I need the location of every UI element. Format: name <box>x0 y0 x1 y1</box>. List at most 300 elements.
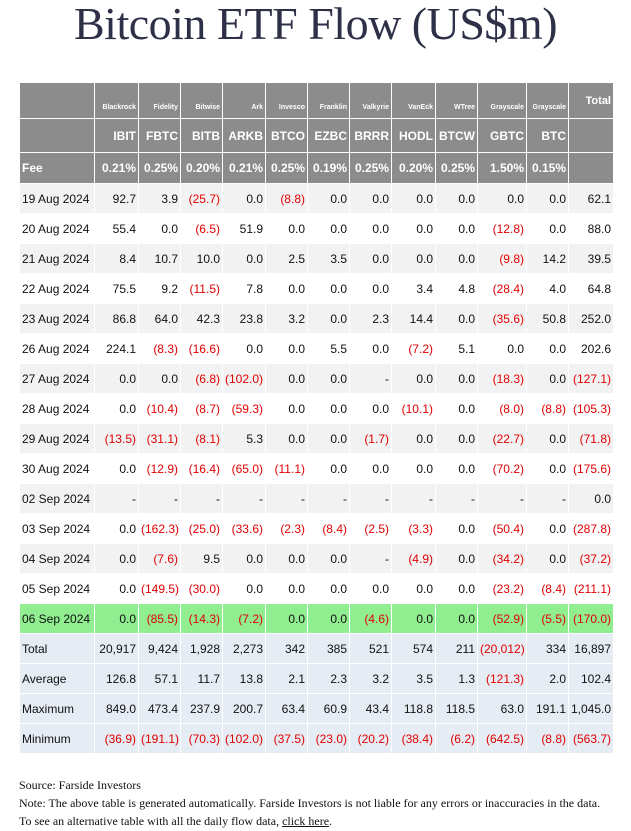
summary-value-cell: 211 <box>436 634 478 664</box>
flow-cell: - <box>350 484 392 514</box>
row-total-cell: 252.0 <box>569 304 614 334</box>
flow-cell: 0.0 <box>436 574 478 604</box>
row-total-cell: (37.2) <box>569 544 614 574</box>
row-total-cell: (211.1) <box>569 574 614 604</box>
ticker-header-cell: ARKB <box>223 119 266 153</box>
flow-cell: 0.0 <box>266 604 308 634</box>
row-total-cell: 202.6 <box>569 334 614 364</box>
summary-value-cell: (642.5) <box>478 724 527 754</box>
flow-cell: 0.0 <box>308 454 350 484</box>
flow-cell: 3.4 <box>392 274 436 304</box>
flow-cell: 0.0 <box>308 394 350 424</box>
flow-cell: (11.5) <box>181 274 223 304</box>
flow-cell: - <box>350 544 392 574</box>
flow-cell: 0.0 <box>266 334 308 364</box>
issuer-header-cell: Bitwise <box>181 83 223 119</box>
row-total-cell: 0.0 <box>569 484 614 514</box>
disclaimer-note <box>19 794 614 830</box>
flow-cell: 0.0 <box>436 454 478 484</box>
date-cell: 03 Sep 2024 <box>20 514 95 544</box>
flow-cell: - <box>308 484 350 514</box>
summary-value-cell: 521 <box>350 634 392 664</box>
flow-cell: - <box>527 484 569 514</box>
summary-value-cell: 63.4 <box>266 694 308 724</box>
flow-cell: 0.0 <box>392 424 436 454</box>
summary-value-cell: 43.4 <box>350 694 392 724</box>
issuer-header-cell: Ark <box>223 83 266 119</box>
ticker-header-cell: BTC <box>527 119 569 153</box>
date-cell: 21 Aug 2024 <box>20 244 95 274</box>
flow-cell: 0.0 <box>436 214 478 244</box>
ticker-header-cell: HODL <box>392 119 436 153</box>
summary-value-cell: 9,424 <box>139 634 181 664</box>
summary-value-cell: 2,273 <box>223 634 266 664</box>
flow-cell: (12.9) <box>139 454 181 484</box>
flow-cell: 64.0 <box>139 304 181 334</box>
summary-value-cell: (20,012) <box>478 634 527 664</box>
flow-cell: (3.3) <box>392 514 436 544</box>
issuer-header-row <box>20 83 614 119</box>
flow-cell: 0.0 <box>392 214 436 244</box>
flow-cell: 4.0 <box>527 274 569 304</box>
flow-cell: (8.3) <box>139 334 181 364</box>
date-cell: 30 Aug 2024 <box>20 454 95 484</box>
flow-cell: 0.0 <box>308 604 350 634</box>
flow-cell: (102.0) <box>223 364 266 394</box>
flow-cell: 0.0 <box>95 604 139 634</box>
alternative-table-link[interactable]: click here <box>282 814 330 828</box>
flow-cell: (1.7) <box>350 424 392 454</box>
flow-cell: (23.2) <box>478 574 527 604</box>
flow-cell: (4.9) <box>392 544 436 574</box>
flow-cell: 5.5 <box>308 334 350 364</box>
flow-cell: 0.0 <box>223 184 266 214</box>
issuer-header-cell: VanEck <box>392 83 436 119</box>
flow-cell: 0.0 <box>95 574 139 604</box>
row-total-cell: 62.1 <box>569 184 614 214</box>
summary-value-cell: 342 <box>266 634 308 664</box>
row-total-cell: 64.8 <box>569 274 614 304</box>
ticker-total-blank-cell <box>569 119 614 153</box>
flow-cell: (31.1) <box>139 424 181 454</box>
flow-cell: 10.0 <box>181 244 223 274</box>
summary-value-cell: (20.2) <box>350 724 392 754</box>
flow-cell: (22.7) <box>478 424 527 454</box>
table-row <box>20 604 614 634</box>
flow-cell: 224.1 <box>95 334 139 364</box>
table-row <box>20 424 614 454</box>
flow-cell: (4.6) <box>350 604 392 634</box>
flow-cell: 3.9 <box>139 184 181 214</box>
flow-cell: 0.0 <box>436 604 478 634</box>
table-row <box>20 544 614 574</box>
flow-cell: 3.2 <box>266 304 308 334</box>
summary-value-cell: (38.4) <box>392 724 436 754</box>
flow-cell: (149.5) <box>139 574 181 604</box>
row-total-cell: (127.1) <box>569 364 614 394</box>
date-cell: 27 Aug 2024 <box>20 364 95 394</box>
row-total-cell: (105.3) <box>569 394 614 424</box>
flow-cell: (5.5) <box>527 604 569 634</box>
issuer-header-cell: Blackrock <box>95 83 139 119</box>
flow-cell: (2.5) <box>350 514 392 544</box>
issuer-header-cell: Franklin <box>308 83 350 119</box>
flow-cell: 0.0 <box>436 364 478 394</box>
flow-cell: 0.0 <box>478 334 527 364</box>
ticker-header-cell: BRRR <box>350 119 392 153</box>
flow-cell: - <box>266 484 308 514</box>
summary-value-cell: (191.1) <box>139 724 181 754</box>
table-row <box>20 244 614 274</box>
fee-cell: 0.25% <box>139 153 181 184</box>
summary-value-cell: 3.5 <box>392 664 436 694</box>
summary-value-cell: 2.0 <box>527 664 569 694</box>
fee-cell: 0.25% <box>266 153 308 184</box>
summary-value-cell: 16,897 <box>569 634 614 664</box>
flow-cell: (8.8) <box>266 184 308 214</box>
flow-cell: 0.0 <box>266 544 308 574</box>
flow-cell: 7.8 <box>223 274 266 304</box>
flow-cell: 42.3 <box>181 304 223 334</box>
flow-cell: (8.1) <box>181 424 223 454</box>
flow-cell: 0.0 <box>223 544 266 574</box>
date-cell: 19 Aug 2024 <box>20 184 95 214</box>
flow-cell: 0.0 <box>436 424 478 454</box>
row-total-cell: (170.0) <box>569 604 614 634</box>
flow-cell: 0.0 <box>436 184 478 214</box>
flow-cell: 0.0 <box>350 184 392 214</box>
summary-value-cell: 63.0 <box>478 694 527 724</box>
ticker-header-cell: BITB <box>181 119 223 153</box>
issuer-header-cell: Grayscale <box>527 83 569 119</box>
flow-cell: (7.6) <box>139 544 181 574</box>
summary-value-cell: (8.8) <box>527 724 569 754</box>
flow-cell: (52.9) <box>478 604 527 634</box>
summary-value-cell: 3.2 <box>350 664 392 694</box>
issuer-header-cell: Valkyrie <box>350 83 392 119</box>
flow-cell: 0.0 <box>350 244 392 274</box>
date-cell: 02 Sep 2024 <box>20 484 95 514</box>
row-total-cell: (71.8) <box>569 424 614 454</box>
summary-row <box>20 634 614 664</box>
ticker-header-cell: BTCO <box>266 119 308 153</box>
flow-cell: 0.0 <box>308 184 350 214</box>
flow-cell: 0.0 <box>436 304 478 334</box>
flow-cell: 0.0 <box>527 214 569 244</box>
flow-cell: (59.3) <box>223 394 266 424</box>
flow-cell: (14.3) <box>181 604 223 634</box>
summary-value-cell: 1,928 <box>181 634 223 664</box>
summary-label-cell: Maximum <box>20 694 95 724</box>
flow-cell: 0.0 <box>350 394 392 424</box>
fee-cell: 0.20% <box>392 153 436 184</box>
summary-value-cell: 118.5 <box>436 694 478 724</box>
flow-cell: 2.5 <box>266 244 308 274</box>
flow-cell: (65.0) <box>223 454 266 484</box>
flow-cell: 0.0 <box>392 574 436 604</box>
flow-cell: (2.3) <box>266 514 308 544</box>
summary-value-cell: (121.3) <box>478 664 527 694</box>
ticker-corner-cell <box>20 119 95 153</box>
row-total-cell: 39.5 <box>569 244 614 274</box>
flow-cell: 0.0 <box>527 184 569 214</box>
flow-cell: 5.1 <box>436 334 478 364</box>
fee-cell: 0.21% <box>223 153 266 184</box>
summary-value-cell: (563.7) <box>569 724 614 754</box>
flow-cell: 0.0 <box>308 364 350 394</box>
table-row <box>20 394 614 424</box>
date-cell: 26 Aug 2024 <box>20 334 95 364</box>
summary-label-cell: Total <box>20 634 95 664</box>
flow-cell: (7.2) <box>223 604 266 634</box>
flow-cell: 0.0 <box>95 364 139 394</box>
table-row <box>20 484 614 514</box>
flow-cell: 0.0 <box>527 544 569 574</box>
issuer-header-cell: Invesco <box>266 83 308 119</box>
disclaimer-text: Note: The above table is generated automatically. Farside Investors is not liable for any errors or inaccuracies in the data. To see an alternative table with all the daily flow data, <box>19 796 601 828</box>
flow-cell: 0.0 <box>95 394 139 424</box>
date-cell: 22 Aug 2024 <box>20 274 95 304</box>
flow-cell: 0.0 <box>266 364 308 394</box>
source-note: Source: Farside Investors <box>19 778 141 792</box>
flow-cell: 0.0 <box>308 274 350 304</box>
flow-cell: (70.2) <box>478 454 527 484</box>
summary-label-cell: Minimum <box>20 724 95 754</box>
summary-value-cell: (37.5) <box>266 724 308 754</box>
summary-value-cell: (6.2) <box>436 724 478 754</box>
flow-cell: (30.0) <box>181 574 223 604</box>
flow-cell: 9.5 <box>181 544 223 574</box>
table-body <box>20 184 614 754</box>
flow-cell: (8.4) <box>308 514 350 544</box>
flow-cell: (10.1) <box>392 394 436 424</box>
table-row <box>20 364 614 394</box>
flow-cell: (8.4) <box>527 574 569 604</box>
issuer-header-cell: Grayscale <box>478 83 527 119</box>
summary-value-cell: 118.8 <box>392 694 436 724</box>
flow-cell: 14.4 <box>392 304 436 334</box>
fee-total-blank-cell <box>569 153 614 184</box>
summary-value-cell: 60.9 <box>308 694 350 724</box>
fee-cell: 0.20% <box>181 153 223 184</box>
flow-cell: (8.8) <box>527 394 569 424</box>
flow-cell: - <box>181 484 223 514</box>
flow-cell: 8.4 <box>95 244 139 274</box>
summary-value-cell: 237.9 <box>181 694 223 724</box>
table-row <box>20 454 614 484</box>
flow-cell: (25.7) <box>181 184 223 214</box>
flow-cell: 0.0 <box>266 574 308 604</box>
flow-cell: 0.0 <box>392 364 436 394</box>
flow-cell: 10.7 <box>139 244 181 274</box>
fee-cell: 0.19% <box>308 153 350 184</box>
date-cell: 05 Sep 2024 <box>20 574 95 604</box>
flow-cell: 2.3 <box>350 304 392 334</box>
flow-cell: 0.0 <box>308 544 350 574</box>
fee-header-row <box>20 153 614 184</box>
flow-cell: - <box>139 484 181 514</box>
summary-value-cell: 191.1 <box>527 694 569 724</box>
fee-cell: 0.25% <box>436 153 478 184</box>
table-row <box>20 214 614 244</box>
flow-cell: 14.2 <box>527 244 569 274</box>
flow-cell: - <box>350 364 392 394</box>
flow-cell: 0.0 <box>223 334 266 364</box>
flow-cell: (85.5) <box>139 604 181 634</box>
table-row <box>20 304 614 334</box>
row-total-cell: 88.0 <box>569 214 614 244</box>
flow-cell: 0.0 <box>527 424 569 454</box>
summary-row <box>20 664 614 694</box>
flow-cell: (50.4) <box>478 514 527 544</box>
table-row <box>20 184 614 214</box>
flow-cell: 0.0 <box>266 394 308 424</box>
etf-flow-table <box>19 82 614 754</box>
table-row <box>20 334 614 364</box>
flow-cell: - <box>436 484 478 514</box>
flow-cell: (6.8) <box>181 364 223 394</box>
flow-cell: 0.0 <box>392 454 436 484</box>
issuer-header-cell: Fidelity <box>139 83 181 119</box>
flow-cell: 0.0 <box>527 364 569 394</box>
flow-cell: 0.0 <box>95 514 139 544</box>
summary-value-cell: (102.0) <box>223 724 266 754</box>
summary-value-cell: 102.4 <box>569 664 614 694</box>
summary-value-cell: 13.8 <box>223 664 266 694</box>
table-row <box>20 514 614 544</box>
fee-cell: 0.21% <box>95 153 139 184</box>
fee-cell: 0.15% <box>527 153 569 184</box>
flow-cell: 0.0 <box>139 214 181 244</box>
flow-cell: 0.0 <box>350 214 392 244</box>
summary-value-cell: 849.0 <box>95 694 139 724</box>
flow-cell: (8.0) <box>478 394 527 424</box>
fee-cell: 0.25% <box>350 153 392 184</box>
summary-value-cell: (23.0) <box>308 724 350 754</box>
ticker-header-cell: GBTC <box>478 119 527 153</box>
table-row <box>20 274 614 304</box>
summary-value-cell: 20,917 <box>95 634 139 664</box>
ticker-header-row <box>20 119 614 153</box>
flow-cell: (35.6) <box>478 304 527 334</box>
flow-cell: (12.8) <box>478 214 527 244</box>
flow-cell: 0.0 <box>308 214 350 244</box>
row-total-cell: (287.8) <box>569 514 614 544</box>
flow-cell: 86.8 <box>95 304 139 334</box>
footer <box>19 776 614 830</box>
summary-value-cell: 57.1 <box>139 664 181 694</box>
summary-value-cell: 334 <box>527 634 569 664</box>
flow-cell: 0.0 <box>350 574 392 604</box>
flow-cell: 0.0 <box>392 184 436 214</box>
ticker-header-cell: IBIT <box>95 119 139 153</box>
page-title: Bitcoin ETF Flow (US$m) <box>73 0 558 49</box>
flow-cell: (28.4) <box>478 274 527 304</box>
flow-cell: 51.9 <box>223 214 266 244</box>
flow-cell: 4.8 <box>436 274 478 304</box>
flow-cell: 0.0 <box>527 514 569 544</box>
fee-label-cell: Fee <box>20 153 95 184</box>
summary-value-cell: 126.8 <box>95 664 139 694</box>
summary-row <box>20 724 614 754</box>
summary-value-cell: 2.1 <box>266 664 308 694</box>
flow-cell: (16.6) <box>181 334 223 364</box>
flow-cell: 0.0 <box>436 394 478 424</box>
date-cell: 29 Aug 2024 <box>20 424 95 454</box>
flow-cell: 0.0 <box>266 214 308 244</box>
flow-cell: - <box>223 484 266 514</box>
flow-cell: (34.2) <box>478 544 527 574</box>
flow-cell: (11.1) <box>266 454 308 484</box>
flow-cell: 0.0 <box>436 514 478 544</box>
flow-cell: (7.2) <box>392 334 436 364</box>
summary-value-cell: (36.9) <box>95 724 139 754</box>
summary-value-cell: 385 <box>308 634 350 664</box>
flow-cell: - <box>95 484 139 514</box>
ticker-header-cell: EZBC <box>308 119 350 153</box>
flow-cell: 0.0 <box>308 574 350 604</box>
date-cell: 04 Sep 2024 <box>20 544 95 574</box>
flow-cell: 0.0 <box>266 424 308 454</box>
fee-cell: 1.50% <box>478 153 527 184</box>
flow-cell: 0.0 <box>95 454 139 484</box>
summary-value-cell: 200.7 <box>223 694 266 724</box>
summary-row <box>20 694 614 724</box>
ticker-header-cell: FBTC <box>139 119 181 153</box>
flow-cell: 0.0 <box>95 544 139 574</box>
flow-cell: (13.5) <box>95 424 139 454</box>
table-row <box>20 574 614 604</box>
flow-cell: - <box>392 484 436 514</box>
flow-cell: - <box>478 484 527 514</box>
summary-value-cell: 11.7 <box>181 664 223 694</box>
disclaimer-end: . <box>329 814 333 828</box>
flow-cell: 0.0 <box>350 454 392 484</box>
summary-value-cell: 473.4 <box>139 694 181 724</box>
flow-cell: (25.0) <box>181 514 223 544</box>
total-header-cell: Total <box>569 83 614 119</box>
flow-cell: 0.0 <box>436 544 478 574</box>
flow-cell: 0.0 <box>436 244 478 274</box>
flow-cell: 0.0 <box>308 424 350 454</box>
date-cell: 20 Aug 2024 <box>20 214 95 244</box>
summary-label-cell: Average <box>20 664 95 694</box>
flow-cell: (18.3) <box>478 364 527 394</box>
summary-value-cell: 574 <box>392 634 436 664</box>
summary-value-cell: 1.3 <box>436 664 478 694</box>
flow-cell: 0.0 <box>308 304 350 334</box>
date-cell: 28 Aug 2024 <box>20 394 95 424</box>
flow-cell: 55.4 <box>95 214 139 244</box>
issuer-header-cell: WTree <box>436 83 478 119</box>
date-cell: 23 Aug 2024 <box>20 304 95 334</box>
flow-cell: 0.0 <box>350 274 392 304</box>
flow-cell: 5.3 <box>223 424 266 454</box>
flow-cell: (8.7) <box>181 394 223 424</box>
flow-cell: 0.0 <box>392 244 436 274</box>
flow-cell: (33.6) <box>223 514 266 544</box>
row-total-cell: (175.6) <box>569 454 614 484</box>
flow-cell: 0.0 <box>478 184 527 214</box>
flow-cell: 75.5 <box>95 274 139 304</box>
flow-cell: 0.0 <box>266 274 308 304</box>
flow-cell: 9.2 <box>139 274 181 304</box>
flow-cell: (162.3) <box>139 514 181 544</box>
flow-cell: 23.8 <box>223 304 266 334</box>
date-cell: 06 Sep 2024 <box>20 604 95 634</box>
flow-cell: (16.4) <box>181 454 223 484</box>
flow-cell: 0.0 <box>139 364 181 394</box>
